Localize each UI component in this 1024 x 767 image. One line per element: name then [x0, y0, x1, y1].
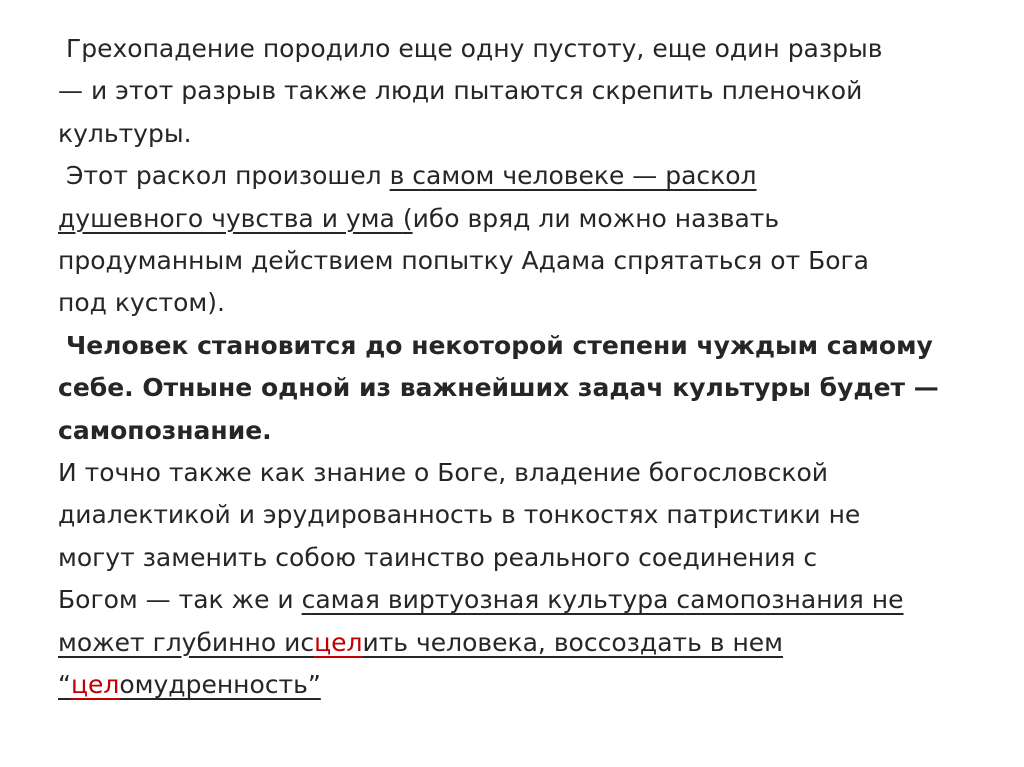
paragraph-1-line-2 — [58, 70, 1004, 112]
text: могут заменить собою таинство реального соединения с — [58, 542, 818, 572]
underlined-paren: ( — [402, 203, 413, 233]
paragraph-4-line-1 — [58, 452, 1004, 494]
paragraph-2-line-4 — [58, 282, 1004, 324]
red-underlined-text: цел — [70, 670, 120, 700]
underlined-text: может глубинно ис — [58, 627, 315, 657]
paragraph-1-line-3 — [58, 113, 1004, 155]
paragraph-2-line-1 — [58, 155, 1004, 197]
text: под кустом). — [58, 288, 225, 318]
text: ибо вряд ли можно назвать — [412, 203, 780, 233]
text: Грехопадение породило еще одну пустоту, еще один разрыв — [66, 34, 883, 63]
bold-text: Человек становится до некоторой степени чуждым самому — [66, 330, 933, 360]
text: диалектикой и эрудированность в тонкостях патристики не — [58, 500, 861, 530]
text: культуры. — [58, 118, 192, 148]
text: И точно также как знание о Боге, владение богословской — [58, 458, 829, 488]
paragraph-4-line-5 — [58, 622, 1004, 664]
paragraph-3-line-2 — [58, 367, 1004, 409]
underlined-text: ить человека, воссоздать в нем — [362, 627, 784, 657]
underlined-text: в самом человеке — раскол — [389, 161, 757, 191]
bold-text: самопознание. — [58, 415, 272, 445]
paragraph-2-line-3 — [58, 240, 1004, 282]
paragraph-4-line-2 — [58, 494, 1004, 536]
paragraph-3-line-3 — [58, 410, 1004, 452]
paragraph-3-line-1 — [58, 325, 1004, 367]
underlined-quote: “ — [58, 670, 71, 700]
bold-text: себе. Отныне одной из важнейших задач культуры будет — — [58, 373, 939, 403]
paragraph-1-line-1 — [58, 28, 1004, 70]
underlined-text: самая виртуозная культура самопознания не — [301, 585, 904, 615]
text: Богом — так же и — [58, 585, 302, 615]
text: продуманным действием попытку Адама спрятаться от Бога — [58, 246, 869, 276]
underlined-text: омудренность” — [119, 670, 321, 700]
paragraph-4-line-3 — [58, 537, 1004, 579]
text: Этот раскол произошел — [66, 161, 390, 191]
paragraph-4-line-6 — [58, 664, 1004, 706]
underlined-text: душевного чувства и ума — [58, 203, 403, 233]
red-underlined-text: цел — [314, 627, 363, 657]
text: — и этот разрыв также люди пытаются скрепить пленочкой — [58, 76, 863, 106]
paragraph-2-line-2 — [58, 198, 1004, 240]
paragraph-4-line-4 — [58, 579, 1004, 621]
